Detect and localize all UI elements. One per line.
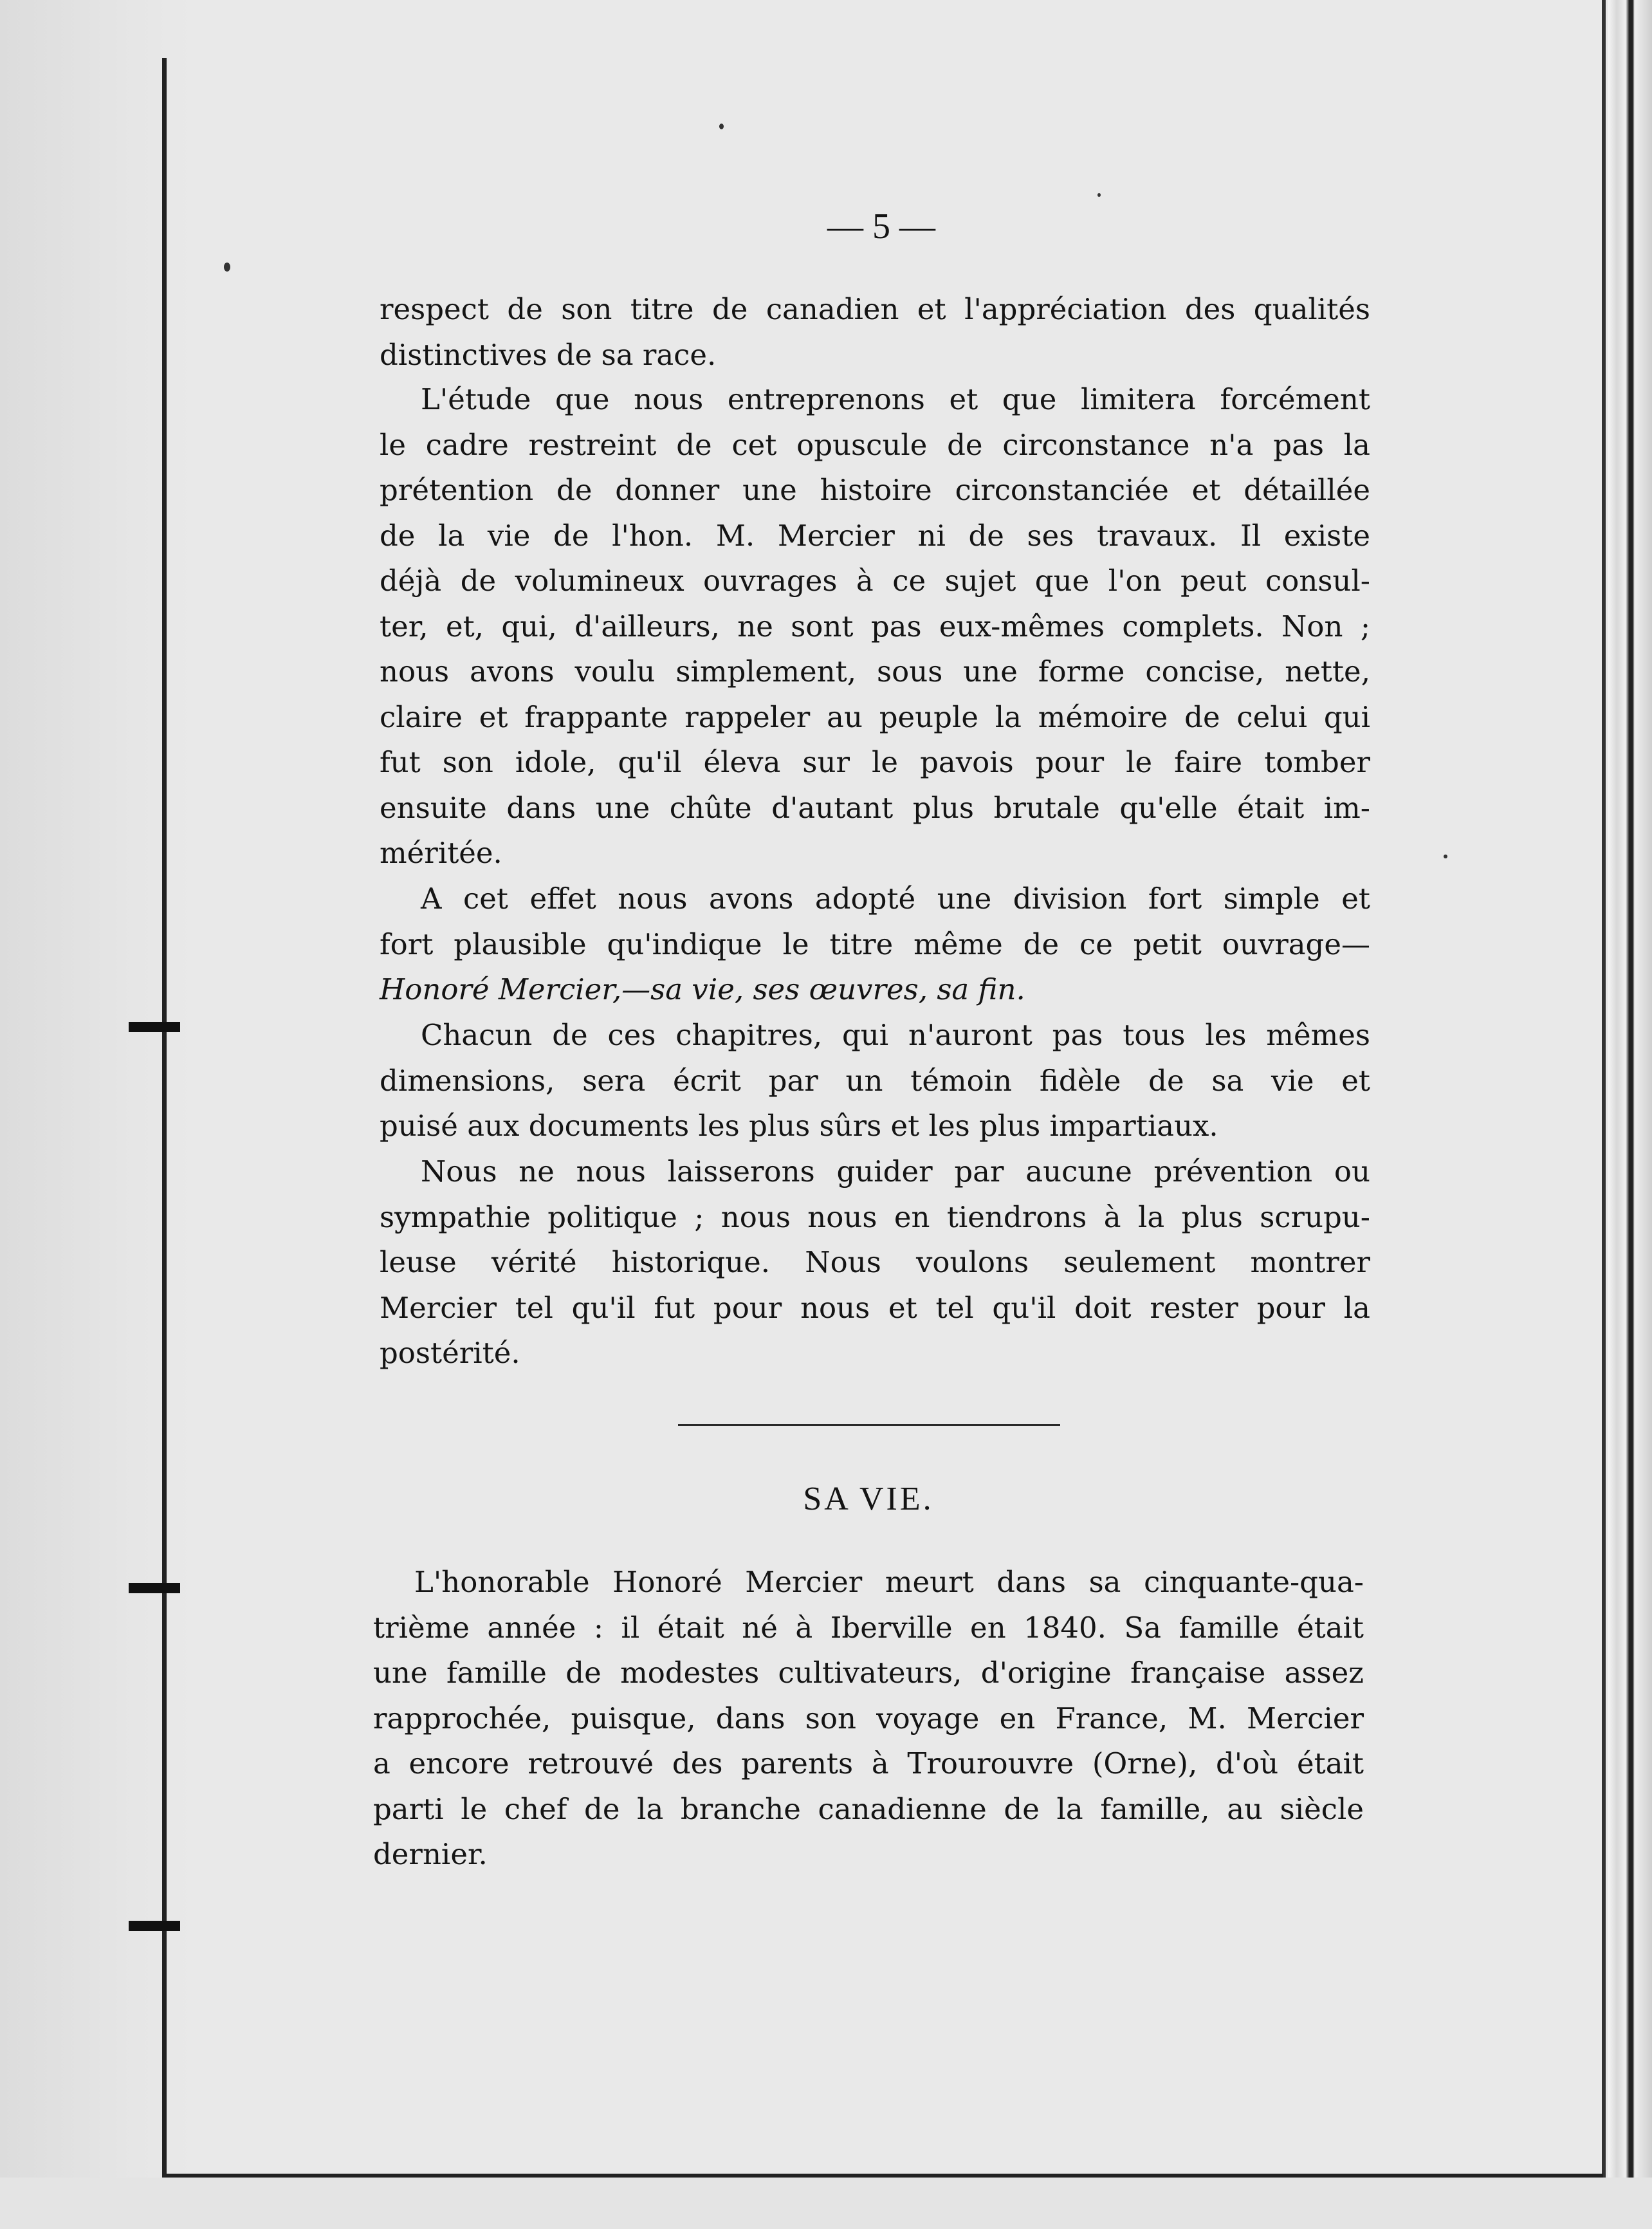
- page-edge-line: [1602, 0, 1606, 2178]
- ink-speck: [719, 124, 724, 129]
- text-line: Mercier tel qu'il fut pour nous et tel qu'il doit rester pour la: [380, 1290, 1370, 1325]
- text-line: de la vie de l'hon. M. Mercier ni de ses travaux. Il existe: [380, 518, 1370, 553]
- text-line: prétention de donner une histoire circonstanciée et détaillée: [380, 473, 1370, 507]
- binding-stitch: [129, 1921, 180, 1931]
- text-line: une famille de modestes cultivateurs, d'origine française assez: [373, 1656, 1364, 1690]
- text-line: A cet effet nous avons adopté une division fort simple et: [421, 882, 1370, 916]
- text-line: L'étude que nous entreprenons et que limitera forcément: [421, 382, 1370, 416]
- text-line: leuse vérité historique. Nous voulons seulement montrer: [380, 1245, 1370, 1279]
- text-line: méritée.: [380, 836, 502, 870]
- text-line: fort plausible qu'indique le titre même de ce petit ouvrage—: [380, 927, 1370, 961]
- page-edge-shadow: [1608, 0, 1652, 2229]
- text-line: déjà de volumineux ouvrages à ce sujet que l'on peut consul-: [380, 564, 1370, 598]
- text-line: dimensions, sera écrit par un témoin fidèle de sa vie et: [380, 1063, 1370, 1098]
- paragraph-division: [380, 876, 1370, 1013]
- binding-stitch: [129, 1022, 180, 1032]
- ink-speck: [1444, 855, 1447, 858]
- text-line: a encore retrouvé des parents à Trourouvre (Orne), d'où était: [373, 1746, 1364, 1780]
- paragraph-chapters: [380, 1013, 1370, 1149]
- text-line: Nous ne nous laisserons guider par aucune prévention ou: [421, 1154, 1370, 1188]
- text-line: le cadre restreint de cet opuscule de circonstance n'a pas la: [380, 427, 1370, 462]
- text-line: respect de son titre de canadien et l'appréciation des qualités: [380, 292, 1370, 326]
- ink-speck: [1097, 193, 1101, 197]
- text-line: L'honorable Honoré Mercier meurt dans sa cinquante-qua-: [414, 1565, 1364, 1599]
- text-line: sympathie politique ; nous nous en tiendrons à la plus scrupu-: [380, 1199, 1370, 1234]
- text-line: dernier.: [373, 1837, 488, 1871]
- page-number: — 5 —: [827, 207, 935, 246]
- text-line: claire et frappante rappeler au peuple la mémoire de celui qui: [380, 699, 1370, 734]
- binding-spine-line: [162, 58, 167, 2201]
- section-separator-rule: [678, 1424, 1060, 1426]
- paragraph-biography: [373, 1560, 1364, 1878]
- paragraph-study-scope: [380, 377, 1370, 876]
- text-line: fut son idole, qu'il éleva sur le pavois pour le faire tomber: [380, 745, 1370, 779]
- text-line: nous avons voulu simplement, sous une forme concise, nette,: [380, 654, 1370, 689]
- binding-stitch: [129, 1583, 180, 1593]
- page-bottom-margin: [0, 2178, 1652, 2229]
- paragraph-continuation: [380, 287, 1370, 378]
- text-line: parti le chef de la branche canadienne de la famille, au siècle: [373, 1791, 1364, 1826]
- section-heading: SA VIE.: [803, 1481, 934, 1517]
- text-line: Chacun de ces chapitres, qui n'auront pas tous les mêmes: [421, 1018, 1370, 1052]
- text-line: ter, et, qui, d'ailleurs, ne sont pas eux-mêmes complets. Non ;: [380, 609, 1370, 643]
- text-line: trième année : il était né à Iberville en 1840. Sa famille était: [373, 1610, 1364, 1645]
- text-line: puisé aux documents les plus sûrs et les plus impartiaux.: [380, 1109, 1218, 1143]
- text-line: distinctives de sa race.: [380, 337, 717, 372]
- paragraph-impartiality: [380, 1149, 1370, 1376]
- ink-speck: [224, 263, 230, 272]
- text-line: postérité.: [380, 1336, 520, 1370]
- text-line: ensuite dans une chûte d'autant plus brutale qu'elle était im-: [380, 790, 1370, 825]
- text-line: rapprochée, puisque, dans son voyage en France, M. Mercier: [373, 1701, 1364, 1735]
- work-title-italic: Honoré Mercier,—sa vie, ses œuvres, sa fin.: [380, 972, 1025, 1006]
